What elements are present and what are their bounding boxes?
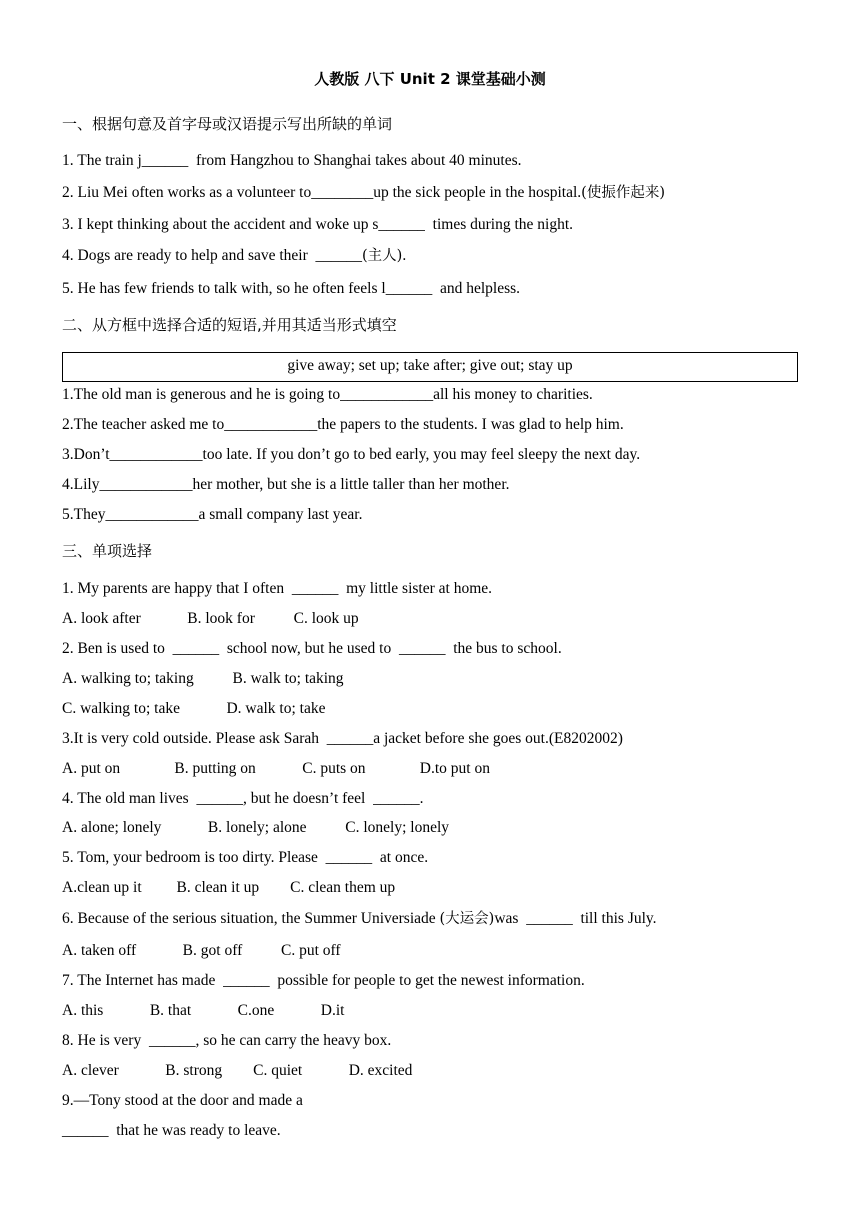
s1-question-2: 2. Liu Mei often works as a volunteer to________up the sick people in the hospital.(使振作起来) <box>62 184 665 201</box>
s3-question-2-options-a: A. walking to; taking B. walk to; taking <box>62 670 344 687</box>
section-2-heading: 二、从方框中选择合适的短语,并用其适当形式填空 <box>62 316 397 334</box>
phrase-box: give away; set up; take after; give out; stay up <box>62 352 798 382</box>
s3-question-3: 3.It is very cold outside. Please ask Sarah ______a jacket before she goes out.(E8202002) <box>62 730 623 747</box>
s3-question-1-options: A. look after B. look for C. look up <box>62 610 359 627</box>
s2-question-1: 1.The old man is generous and he is going to____________all his money to charities. <box>62 386 593 403</box>
s3-question-7-options: A. this B. that C.one D.it <box>62 1002 345 1019</box>
s3-question-2-options-b: C. walking to; take D. walk to; take <box>62 700 326 717</box>
s3-question-3-options: A. put on B. putting on C. puts on D.to put on <box>62 760 490 777</box>
s3-question-6-options: A. taken off B. got off C. put off <box>62 942 341 959</box>
s1-question-4: 4. Dogs are ready to help and save their ______(主人). <box>62 247 407 264</box>
s3-question-2: 2. Ben is used to ______ school now, but he used to ______ the bus to school. <box>62 640 562 657</box>
s1-question-1: 1. The train j______ from Hangzhou to Shanghai takes about 40 minutes. <box>62 152 522 169</box>
s3-question-4-options: A. alone; lonely B. lonely; alone C. lonely; lonely <box>62 819 450 836</box>
s3-question-9: 9.—Tony stood at the door and made a <box>62 1092 303 1109</box>
section-3-heading: 三、单项选择 <box>62 542 153 560</box>
s2-question-2: 2.The teacher asked me to____________the papers to the students. I was glad to help him. <box>62 416 624 433</box>
s2-question-3: 3.Don’t____________too late. If you don’t go to bed early, you may feel sleepy the next day. <box>62 446 641 463</box>
s3-question-5-options: A.clean up it B. clean it up C. clean them up <box>62 879 396 896</box>
section-1-heading: 一、根据句意及首字母或汉语提示写出所缺的单词 <box>62 115 393 133</box>
s3-question-8-options: A. clever B. strong C. quiet D. excited <box>62 1062 413 1079</box>
s3-question-8: 8. He is very ______, so he can carry the heavy box. <box>62 1032 392 1049</box>
s1-question-3: 3. I kept thinking about the accident and woke up s______ times during the night. <box>62 216 574 233</box>
s2-question-4: 4.Lily____________her mother, but she is a little taller than her mother. <box>62 476 510 493</box>
page-title: 人教版 八下 Unit 2 课堂基础小测 <box>314 70 546 88</box>
s3-question-6: 6. Because of the serious situation, the Summer Universiade (大运会)was ______ till this July. <box>62 910 657 927</box>
s3-question-4: 4. The old man lives ______, but he doesn’t feel ______. <box>62 790 424 807</box>
s2-question-5: 5.They____________a small company last year. <box>62 506 363 523</box>
s3-question-7: 7. The Internet has made ______ possible for people to get the newest information. <box>62 972 585 989</box>
s3-question-1: 1. My parents are happy that I often ______ my little sister at home. <box>62 580 493 597</box>
s1-question-5: 5. He has few friends to talk with, so he often feels l______ and helpless. <box>62 280 521 297</box>
s3-question-5: 5. Tom, your bedroom is too dirty. Please ______ at once. <box>62 849 429 866</box>
s3-question-9-continued: ______ that he was ready to leave. <box>62 1122 281 1139</box>
